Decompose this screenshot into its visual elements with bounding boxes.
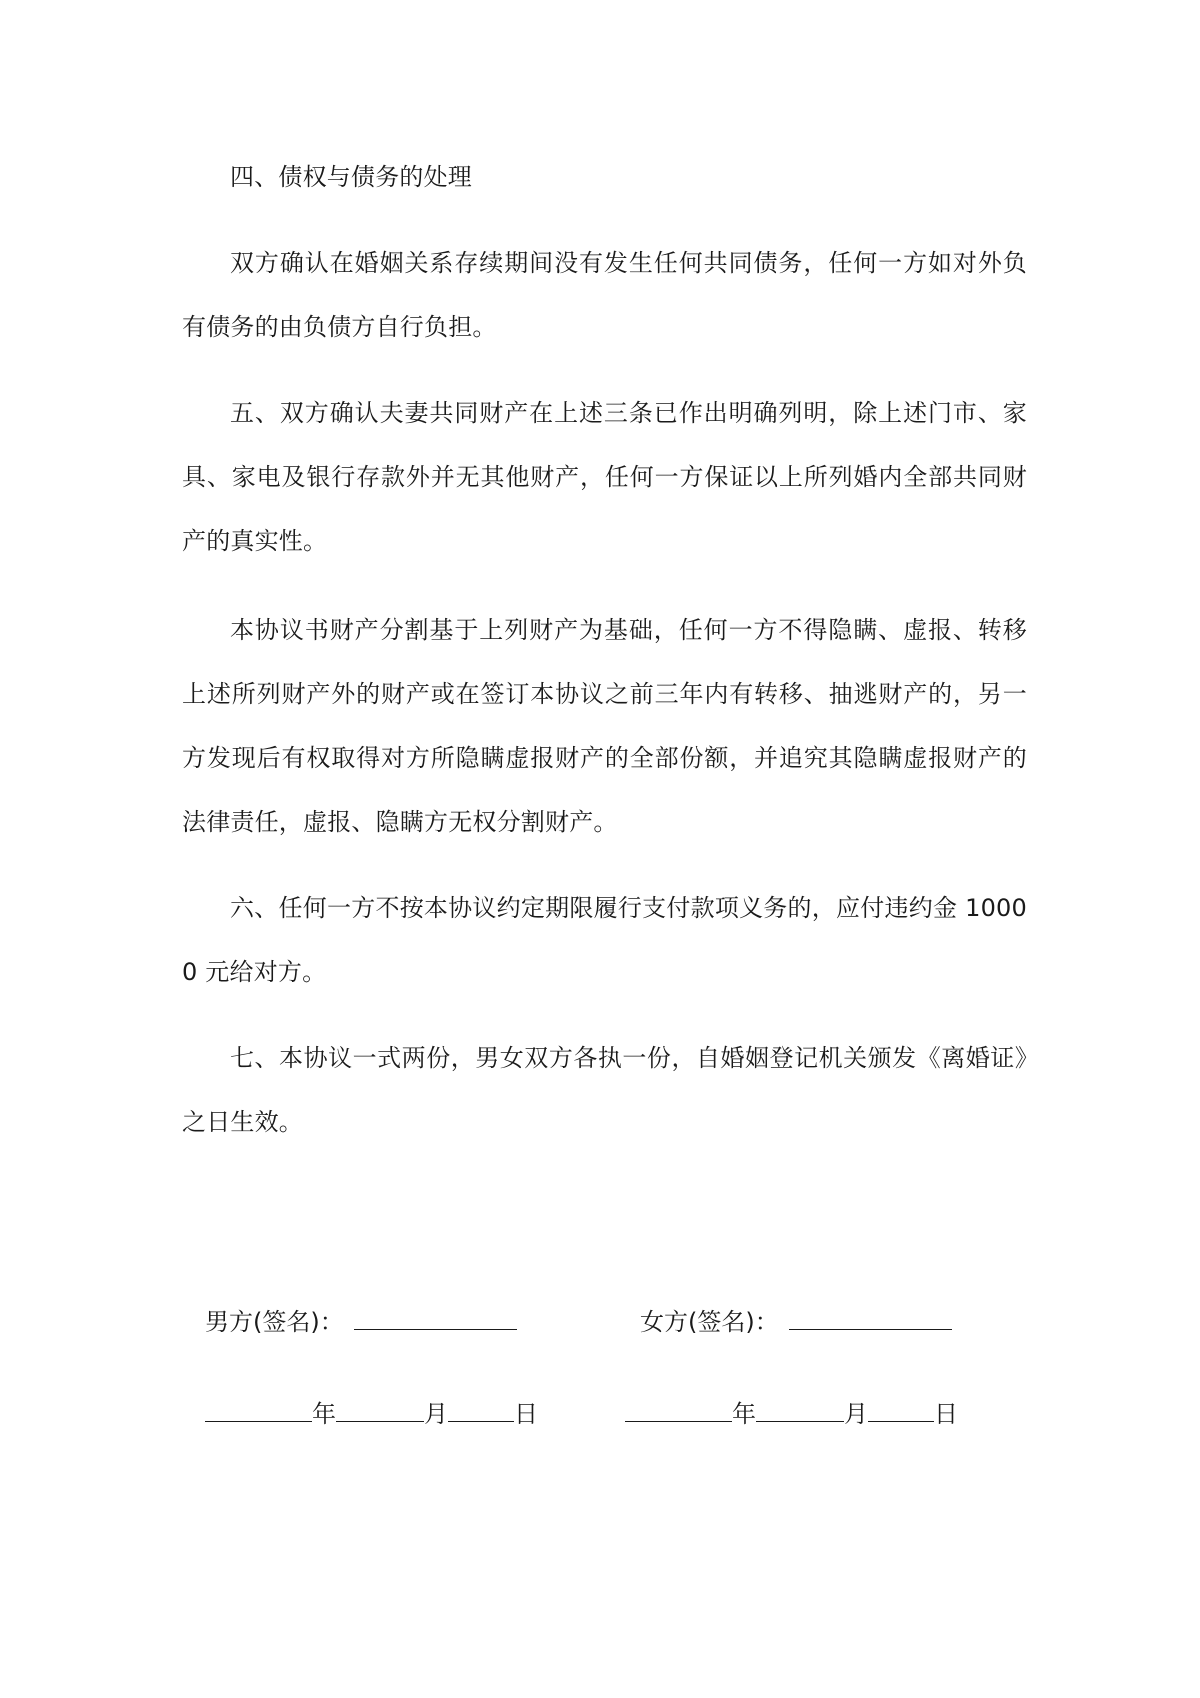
female-year-line[interactable] — [625, 1395, 732, 1422]
female-day-label: 日 — [934, 1400, 958, 1428]
male-month-line[interactable] — [336, 1395, 424, 1422]
female-signature — [640, 1303, 952, 1339]
male-day-label: 日 — [514, 1400, 538, 1428]
male-signing-date — [205, 1395, 538, 1431]
section-effectiveness: 七、本协议一式两份，男女双方各执一份，自婚姻登记机关颁发《离婚证》之日生效。 — [182, 1044, 1027, 1136]
male-signature-label: 男方(签名)： — [205, 1308, 344, 1336]
section-property-confirmation: 五、双方确认夫妻共同财产在上述三条已作出明确列明，除上述门市、家具、家电及银行存款外并无其他财产，任何一方保证以上所列婚内全部共同财产的真实性。 — [182, 399, 1027, 555]
female-month-label: 月 — [844, 1400, 868, 1428]
female-month-line[interactable] — [756, 1395, 844, 1422]
section-property-division: 本协议书财产分割基于上列财产为基础，任何一方不得隐瞒、虚报、转移上述所列财产外的财产或在签订本协议之前三年内有转移、抽逃财产的，另一方发现后有权取得对方所隐瞒虚报财产的全部份额，并追究其隐瞒虚报财产的法律责任，虚报、隐瞒方无权分割财产。 — [182, 616, 1027, 836]
male-month-label: 月 — [424, 1400, 448, 1428]
female-day-line[interactable] — [868, 1395, 934, 1422]
male-signature — [205, 1303, 517, 1339]
agreement-body — [182, 145, 1027, 1154]
female-signature-label: 女方(签名)： — [640, 1308, 779, 1336]
female-year-label: 年 — [732, 1400, 756, 1428]
male-day-line[interactable] — [448, 1395, 514, 1422]
male-signature-line[interactable] — [354, 1303, 517, 1330]
male-year-label: 年 — [312, 1400, 336, 1428]
section-penalty: 六、任何一方不按本协议约定期限履行支付款项义务的，应付违约金 10000 元给对方。 — [182, 894, 1027, 986]
male-year-line[interactable] — [205, 1395, 312, 1422]
female-signing-date — [625, 1395, 958, 1431]
section-debt-text: 双方确认在婚姻关系存续期间没有发生任何共同债务，任何一方如对外负有债务的由负债方自行负担。 — [182, 249, 1027, 341]
section-debt-heading: 四、债权与债务的处理 — [230, 163, 472, 191]
female-signature-line[interactable] — [789, 1303, 952, 1330]
